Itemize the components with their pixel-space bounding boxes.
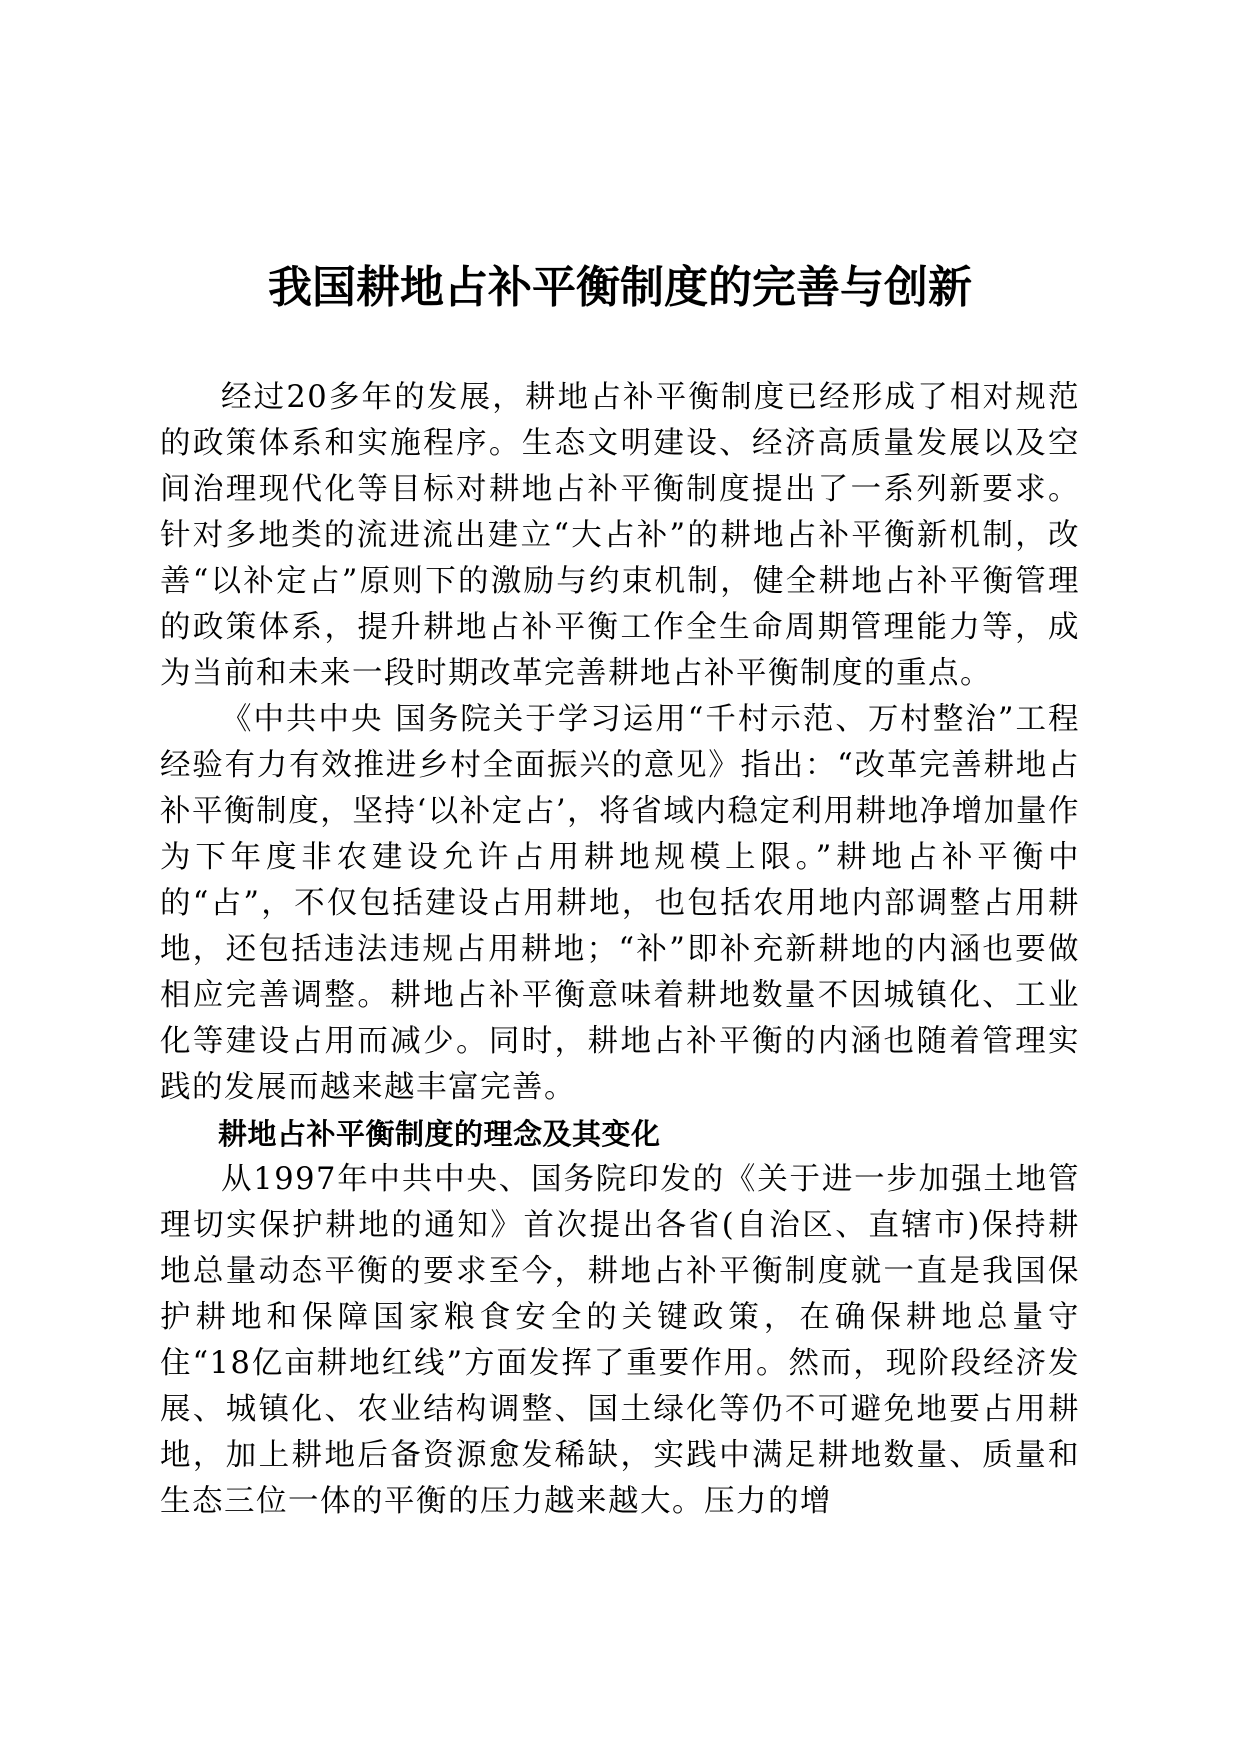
paragraph-intro: 经过20多年的发展，耕地占补平衡制度已经形成了相对规范的政策体系和实施程序。生态文明建设、经济高质量发展以及空间治理现代化等目标对耕地占补平衡制度提出了一系列新要求。针对多地类的流进流出建立“大占补”的耕地占补平衡新机制，改善“以补定占”原则下的激励与约束机制，健全耕地占补平衡管理的政策体系，提升耕地占补平衡工作全生命周期管理能力等，成为当前和未来一段时期改革完善耕地占补平衡制度的重点。 xyxy=(160,380,1080,691)
paragraph-policy-quote: 《中共中央 国务院关于学习运用“千村示范、万村整治”工程经验有力有效推进乡村全面振兴的意见》指出：“改革完善耕地占补平衡制度，坚持‘以补定占’，将省域内稳定利用耕地净增加量作为下年度非农建设允许占用耕地规模上限。”耕地占补平衡中的“占”，不仅包括建设占用耕地，也包括农用地内部调整占用耕地，还包括违法违规占用耕地；“补”即补充新耕地的内涵也要做相应完善调整。耕地占补平衡意味着耕地数量不因城镇化、工业化等建设占用而减少。同时，耕地占补平衡的内涵也随着管理实践的发展而越来越丰富完善。 xyxy=(160,702,1080,1105)
paragraph-history: 从1997年中共中央、国务院印发的《关于进一步加强土地管理切实保护耕地的通知》首次提出各省(自治区、直辖市)保持耕地总量动态平衡的要求至今，耕地占补平衡制度就一直是我国保护耕地和保障国家粮食安全的关键政策，在确保耕地总量守住“18亿亩耕地红线”方面发挥了重要作用。然而，现阶段经济发展、城镇化、农业结构调整、国土绿化等仍不可避免地要占用耕地，加上耕地后备资源愈发稀缺，实践中满足耕地数量、质量和生态三位一体的平衡的压力越来越大。压力的增 xyxy=(160,1162,1080,1519)
document-body xyxy=(160,375,1080,1525)
section-heading: 耕地占补平衡制度的理念及其变化 xyxy=(218,1117,661,1151)
document-title: 我国耕地占补平衡制度的完善与创新 xyxy=(268,262,972,313)
